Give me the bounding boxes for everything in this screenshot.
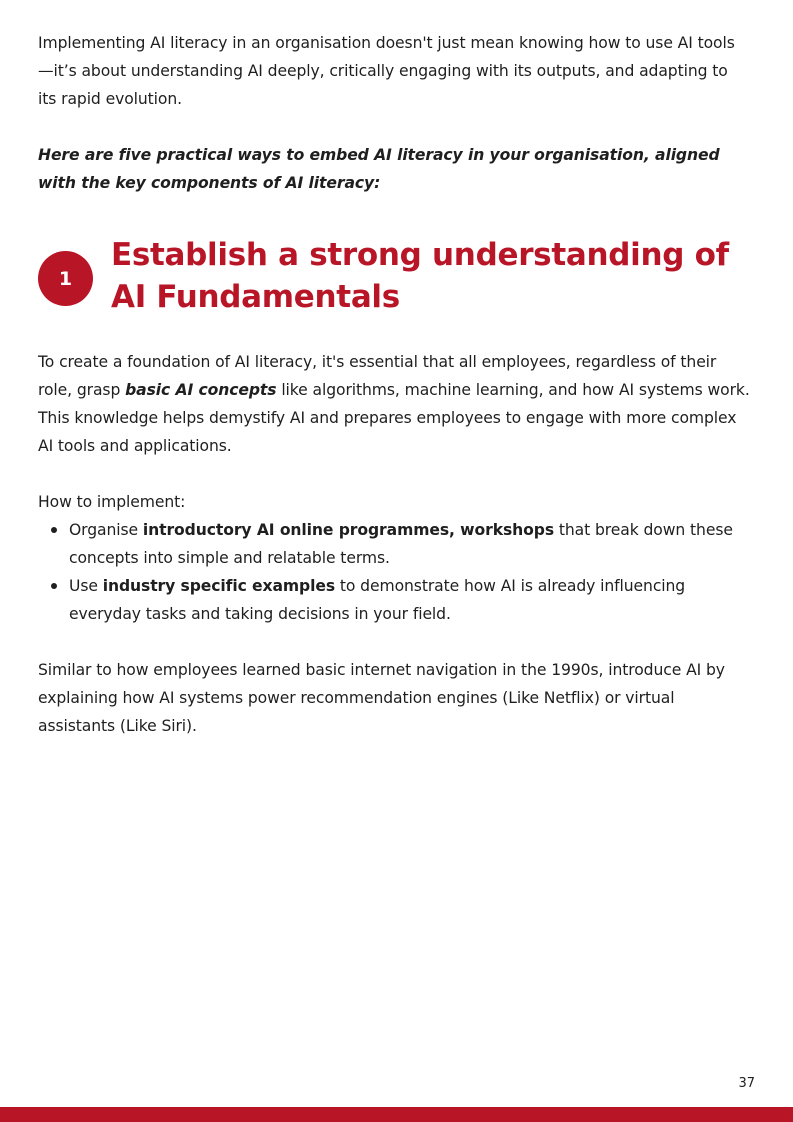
bullet-text-before: Use: [69, 577, 103, 595]
list-item: [69, 572, 750, 628]
section-number-badge: [38, 251, 93, 306]
section-body-paragraph: [38, 348, 750, 460]
body-text-emphasis: basic AI concepts: [125, 381, 277, 399]
bullet-text-before: Organise: [69, 521, 143, 539]
bullet-text-after: that break down these concepts into simple and relatable terms.: [69, 521, 733, 567]
intro-paragraph: Implementing AI literacy in an organisation doesn't just mean knowing how to use AI tools—it’s about understanding AI deeply, critically engaging with its outputs, and adapting to its rapid evolution.: [38, 34, 735, 108]
body-text-after: like algorithms, machine learning, and how AI systems work. This knowledge helps demystify AI and prepares employees to engage with more complex AI tools and applications.: [38, 381, 750, 455]
bullet-text-bold: introductory AI online programmes, workshops: [142, 521, 555, 539]
section-heading: [38, 234, 750, 324]
body-text-before: To create a foundation of AI literacy, it's essential that all employees, regardless of their role, grasp: [38, 353, 717, 399]
closing-paragraph: Similar to how employees learned basic internet navigation in the 1990s, introduce AI by explaining how AI systems power recommendation engines (Like Netflix) or virtual assistants (Like Siri).: [38, 661, 725, 735]
lead-paragraph: Here are five practical ways to embed AI literacy in your organisation, aligned with the key components of AI literacy:: [38, 146, 720, 192]
section-title: Establish a strong understanding of AI Fundamentals: [111, 237, 729, 315]
bullet-text-bold: industry specific examples: [102, 577, 336, 595]
implement-list: [38, 516, 750, 628]
section-number: 1: [58, 267, 73, 290]
page-number: 37: [738, 1076, 755, 1091]
bullet-dot-icon: [51, 527, 57, 533]
bullet-text-after: to demonstrate how AI is already influencing everyday tasks and taking decisions in your field.: [69, 577, 686, 623]
bullet-dot-icon: [51, 583, 57, 589]
footer-accent-bar: [0, 1107, 793, 1122]
implement-label: How to implement:: [38, 493, 186, 511]
list-item: [69, 516, 750, 572]
